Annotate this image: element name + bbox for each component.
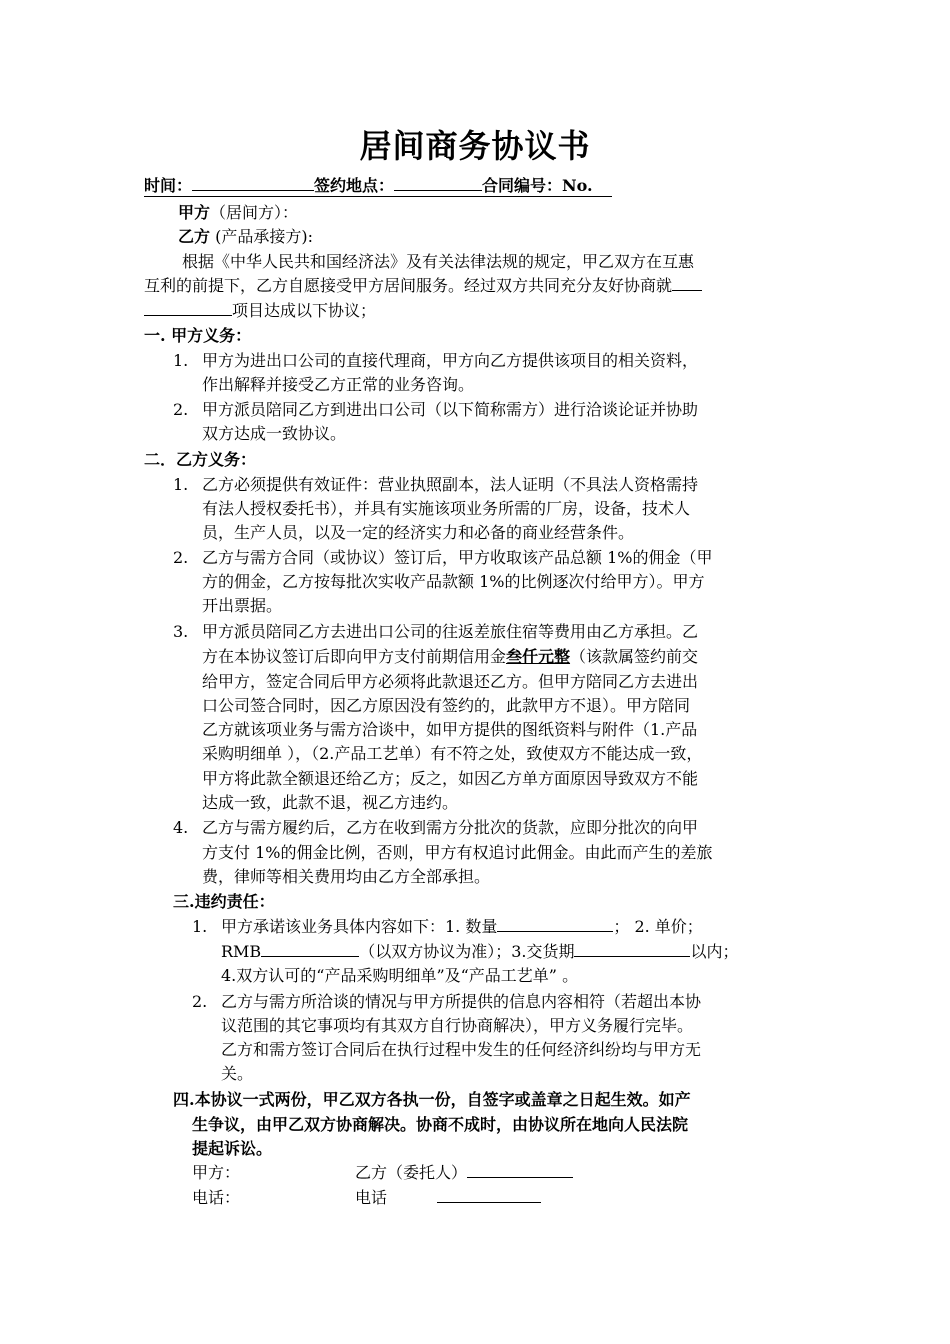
list-item-text: 作出解释并接受乙方正常的业务咨询。 — [202, 375, 475, 394]
time-blank — [192, 174, 314, 191]
party-b-label: 乙方 — [178, 227, 211, 246]
list-number: 2. — [173, 400, 189, 419]
list-item-text: RMB （以双方协议为准）；3.交货期 以内； — [221, 942, 739, 961]
header-row — [144, 174, 593, 198]
header-place-label: 签约地点： — [314, 176, 395, 195]
section-heading: 二．乙方义务： — [144, 450, 257, 469]
header-contract-no-label: 合同编号：No. — [482, 176, 593, 195]
list-item-text: 乙方就该项业务与需方洽谈中，如甲方提供的图纸资料与附件（1.产品 — [202, 720, 698, 739]
list-number: 4. — [173, 818, 189, 837]
header-underline — [144, 196, 612, 197]
list-number: 1. — [173, 351, 189, 370]
list-item-text: 员，生产人员，以及一定的经济实力和必备的商业经营条件。 — [202, 523, 635, 542]
party-b-phone-blank — [437, 1186, 541, 1203]
list-item-text: 方在本协议签订后即向甲方支付前期信用金叁仟元整（该款属签约前交 — [202, 647, 699, 666]
section-heading: 四.本协议一式两份，甲乙双方各执一份，自签字或盖章之日起生效。如产 — [173, 1090, 691, 1109]
delivery-blank — [574, 940, 690, 957]
list-item-text: 甲方将此款全额退还给乙方；反之，如因乙方单方面原因导致双方不能 — [202, 769, 699, 788]
list-item-text: 采购明细单 ），（2.产品工艺单）有不符之处，致使双方不能达成一致， — [202, 744, 703, 763]
preamble-line: 根据《中华人民共和国经济法》及有关法律法规的规定，甲乙双方在互惠 — [182, 252, 695, 271]
project-blank — [144, 299, 232, 316]
party-a-line — [178, 201, 298, 225]
list-item-text: 方的佣金，乙方按每批次实收产品款额 1%的比例逐次付给甲方）。甲方 — [202, 572, 705, 591]
party-a-phone-label: 电话： — [192, 1188, 241, 1207]
section-text: 生争议，由甲乙双方协商解决。协商不成时，由协议所在地向人民法院 — [192, 1115, 689, 1134]
price-blank — [261, 940, 359, 957]
list-item-text: 关。 — [221, 1064, 254, 1083]
list-item-text: 甲方承诺该业务具体内容如下：1. 数量 ； 2. 单价； — [221, 917, 703, 936]
party-b-sign-blank — [467, 1161, 573, 1178]
header-time-label: 时间： — [144, 176, 193, 195]
section-heading: 一. 甲方义务： — [144, 326, 252, 345]
list-item-text: 有法人授权委托书），并具有实施该项业务所需的厂房，设备，技术人 — [202, 499, 691, 518]
quantity-blank — [497, 915, 613, 932]
deposit-amount: 叁仟元整 — [506, 647, 571, 666]
list-item-text: 口公司签合同时，因乙方原因没有签约的，此款甲方不退）。甲方陪同 — [202, 696, 691, 715]
party-a-role: （居间方）： — [210, 203, 299, 222]
list-item-text: 费，律师等相关费用均由乙方全部承担。 — [202, 867, 491, 886]
party-b-role: (产品承接方): — [215, 227, 313, 246]
preamble-line: 互利的前提下，乙方自愿接受甲方居间服务。经过双方共同充分友好协商就 — [144, 274, 702, 298]
list-number: 2. — [192, 992, 208, 1011]
list-item-text: 甲方派员陪同乙方去进出口公司的往返差旅住宿等费用由乙方承担。乙 — [202, 622, 699, 641]
list-item-text: 达成一致，此款不退，视乙方违约。 — [202, 793, 459, 812]
party-b-phone-label: 电话 — [355, 1186, 541, 1210]
party-b-line — [178, 225, 313, 249]
project-blank — [672, 274, 702, 291]
list-number: 1. — [192, 917, 208, 936]
party-a-sign-label: 甲方： — [192, 1163, 241, 1182]
list-number: 2. — [173, 548, 189, 567]
list-item-text: 甲方派员陪同乙方到进出口公司（以下简称需方）进行洽谈论证并协助 — [202, 400, 699, 419]
list-number: 1. — [173, 475, 189, 494]
list-item-text: 乙方与需方所洽谈的情况与甲方所提供的信息内容相符（若超出本协 — [221, 992, 702, 1011]
list-item-text: 乙方和需方签订合同后在执行过程中发生的任何经济纠纷均与甲方无 — [221, 1040, 702, 1059]
party-b-sign-label: 乙方（委托人） — [355, 1161, 573, 1185]
list-item-text: 双方达成一致协议。 — [202, 424, 347, 443]
list-item-text: 给甲方，签定合同后甲方必须将此款退还乙方。但甲方陪同乙方去进出 — [202, 672, 699, 691]
list-number: 3. — [173, 622, 189, 641]
list-item-text: 甲方为进出口公司的直接代理商，甲方向乙方提供该项目的相关资料， — [202, 351, 699, 370]
place-blank — [394, 174, 482, 191]
section-text: 提起诉讼。 — [192, 1139, 273, 1158]
party-a-label: 甲方 — [178, 203, 211, 222]
list-item-text: 乙方与需方合同（或协议）签订后，甲方收取该产品总额 1%的佣金（甲 — [202, 548, 713, 567]
section-heading: 三.违约责任： — [173, 892, 275, 911]
preamble-line: 项目达成以下协议； — [144, 299, 376, 323]
list-item-text: 开出票据。 — [202, 596, 283, 615]
list-item-text: 4.双方认可的“产品采购明细单”及“产品工艺单” 。 — [221, 966, 579, 985]
list-item-text: 乙方与需方履约后，乙方在收到需方分批次的货款，应即分批次的向甲 — [202, 818, 699, 837]
list-item-text: 议范围的其它事项均有其双方自行协商解决），甲方义务履行完毕。 — [221, 1016, 694, 1035]
document-title: 居间商务协议书 — [359, 127, 591, 165]
list-item-text: 乙方必须提供有效证件：营业执照副本，法人证明（不具法人资格需持 — [202, 475, 699, 494]
list-item-text: 方支付 1%的佣金比例，否则，甲方有权追讨此佣金。由此而产生的差旅 — [202, 843, 713, 862]
